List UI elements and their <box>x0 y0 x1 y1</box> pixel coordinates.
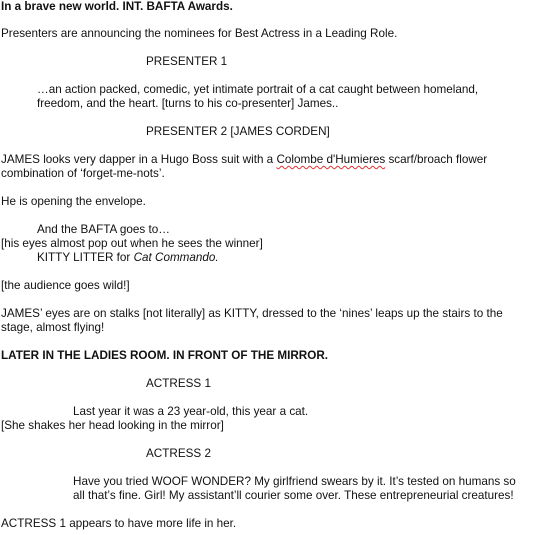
character-name: PRESENTER 2 [JAMES CORDEN] <box>146 125 330 138</box>
action-line: combination of ‘forget-me-nots’. <box>1 167 165 180</box>
parenthetical: [She shakes her head looking in the mirror] <box>1 419 224 432</box>
action-text: JAMES looks very dapper in a Hugo Boss suit with a <box>1 153 277 166</box>
parenthetical: [his eyes almost pop out when he sees the winner] <box>1 237 263 250</box>
action-line: Presenters are announcing the nominees for Best Actress in a Leading Role. <box>1 27 398 40</box>
character-name: PRESENTER 1 <box>146 55 228 68</box>
scene-heading: In a brave new world. INT. BAFTA Awards. <box>1 0 233 13</box>
action-line: stage, almost flying! <box>1 321 105 334</box>
action-line: He is opening the envelope. <box>1 195 146 208</box>
character-name: ACTRESS 2 <box>146 447 211 460</box>
dialogue-line: all that’s fine. Girl! My assistant’ll courier some over. These entrepreneurial creatures! <box>73 489 514 502</box>
film-title: Cat Commando. <box>133 251 219 264</box>
scene-heading: LATER IN THE LADIES ROOM. IN FRONT OF THE MIRROR. <box>1 349 329 362</box>
action-line: ACTRESS 1 appears to have more life in her. <box>1 517 237 530</box>
dialogue-text: KITTY LITTER for <box>37 251 134 264</box>
dialogue-line: Have you tried WOOF WONDER? My girlfriend swears by it. It’s tested on humans so <box>73 475 516 488</box>
action-line <box>1 153 487 167</box>
action-text: scarf/broach flower <box>385 153 488 166</box>
character-name: ACTRESS 1 <box>146 377 211 390</box>
action-line: [the audience goes wild!] <box>1 279 130 292</box>
dialogue-line: Last year it was a 23 year-old, this year a cat. <box>73 405 309 418</box>
dialogue-line: freedom, and the heart. [turns to his co-presenter] James.. <box>37 97 339 110</box>
action-line: JAMES’ eyes are on stalks [not literally] as KITTY, dressed to the ‘nines’ leaps up the stairs to the <box>1 307 503 320</box>
misspelled-word[interactable]: Colombe d'Humieres <box>276 153 386 166</box>
dialogue-line: …an action packed, comedic, yet intimate portrait of a cat caught between homeland, <box>37 83 479 96</box>
dialogue-line <box>37 251 219 265</box>
dialogue-line: And the BAFTA goes to… <box>37 223 170 236</box>
